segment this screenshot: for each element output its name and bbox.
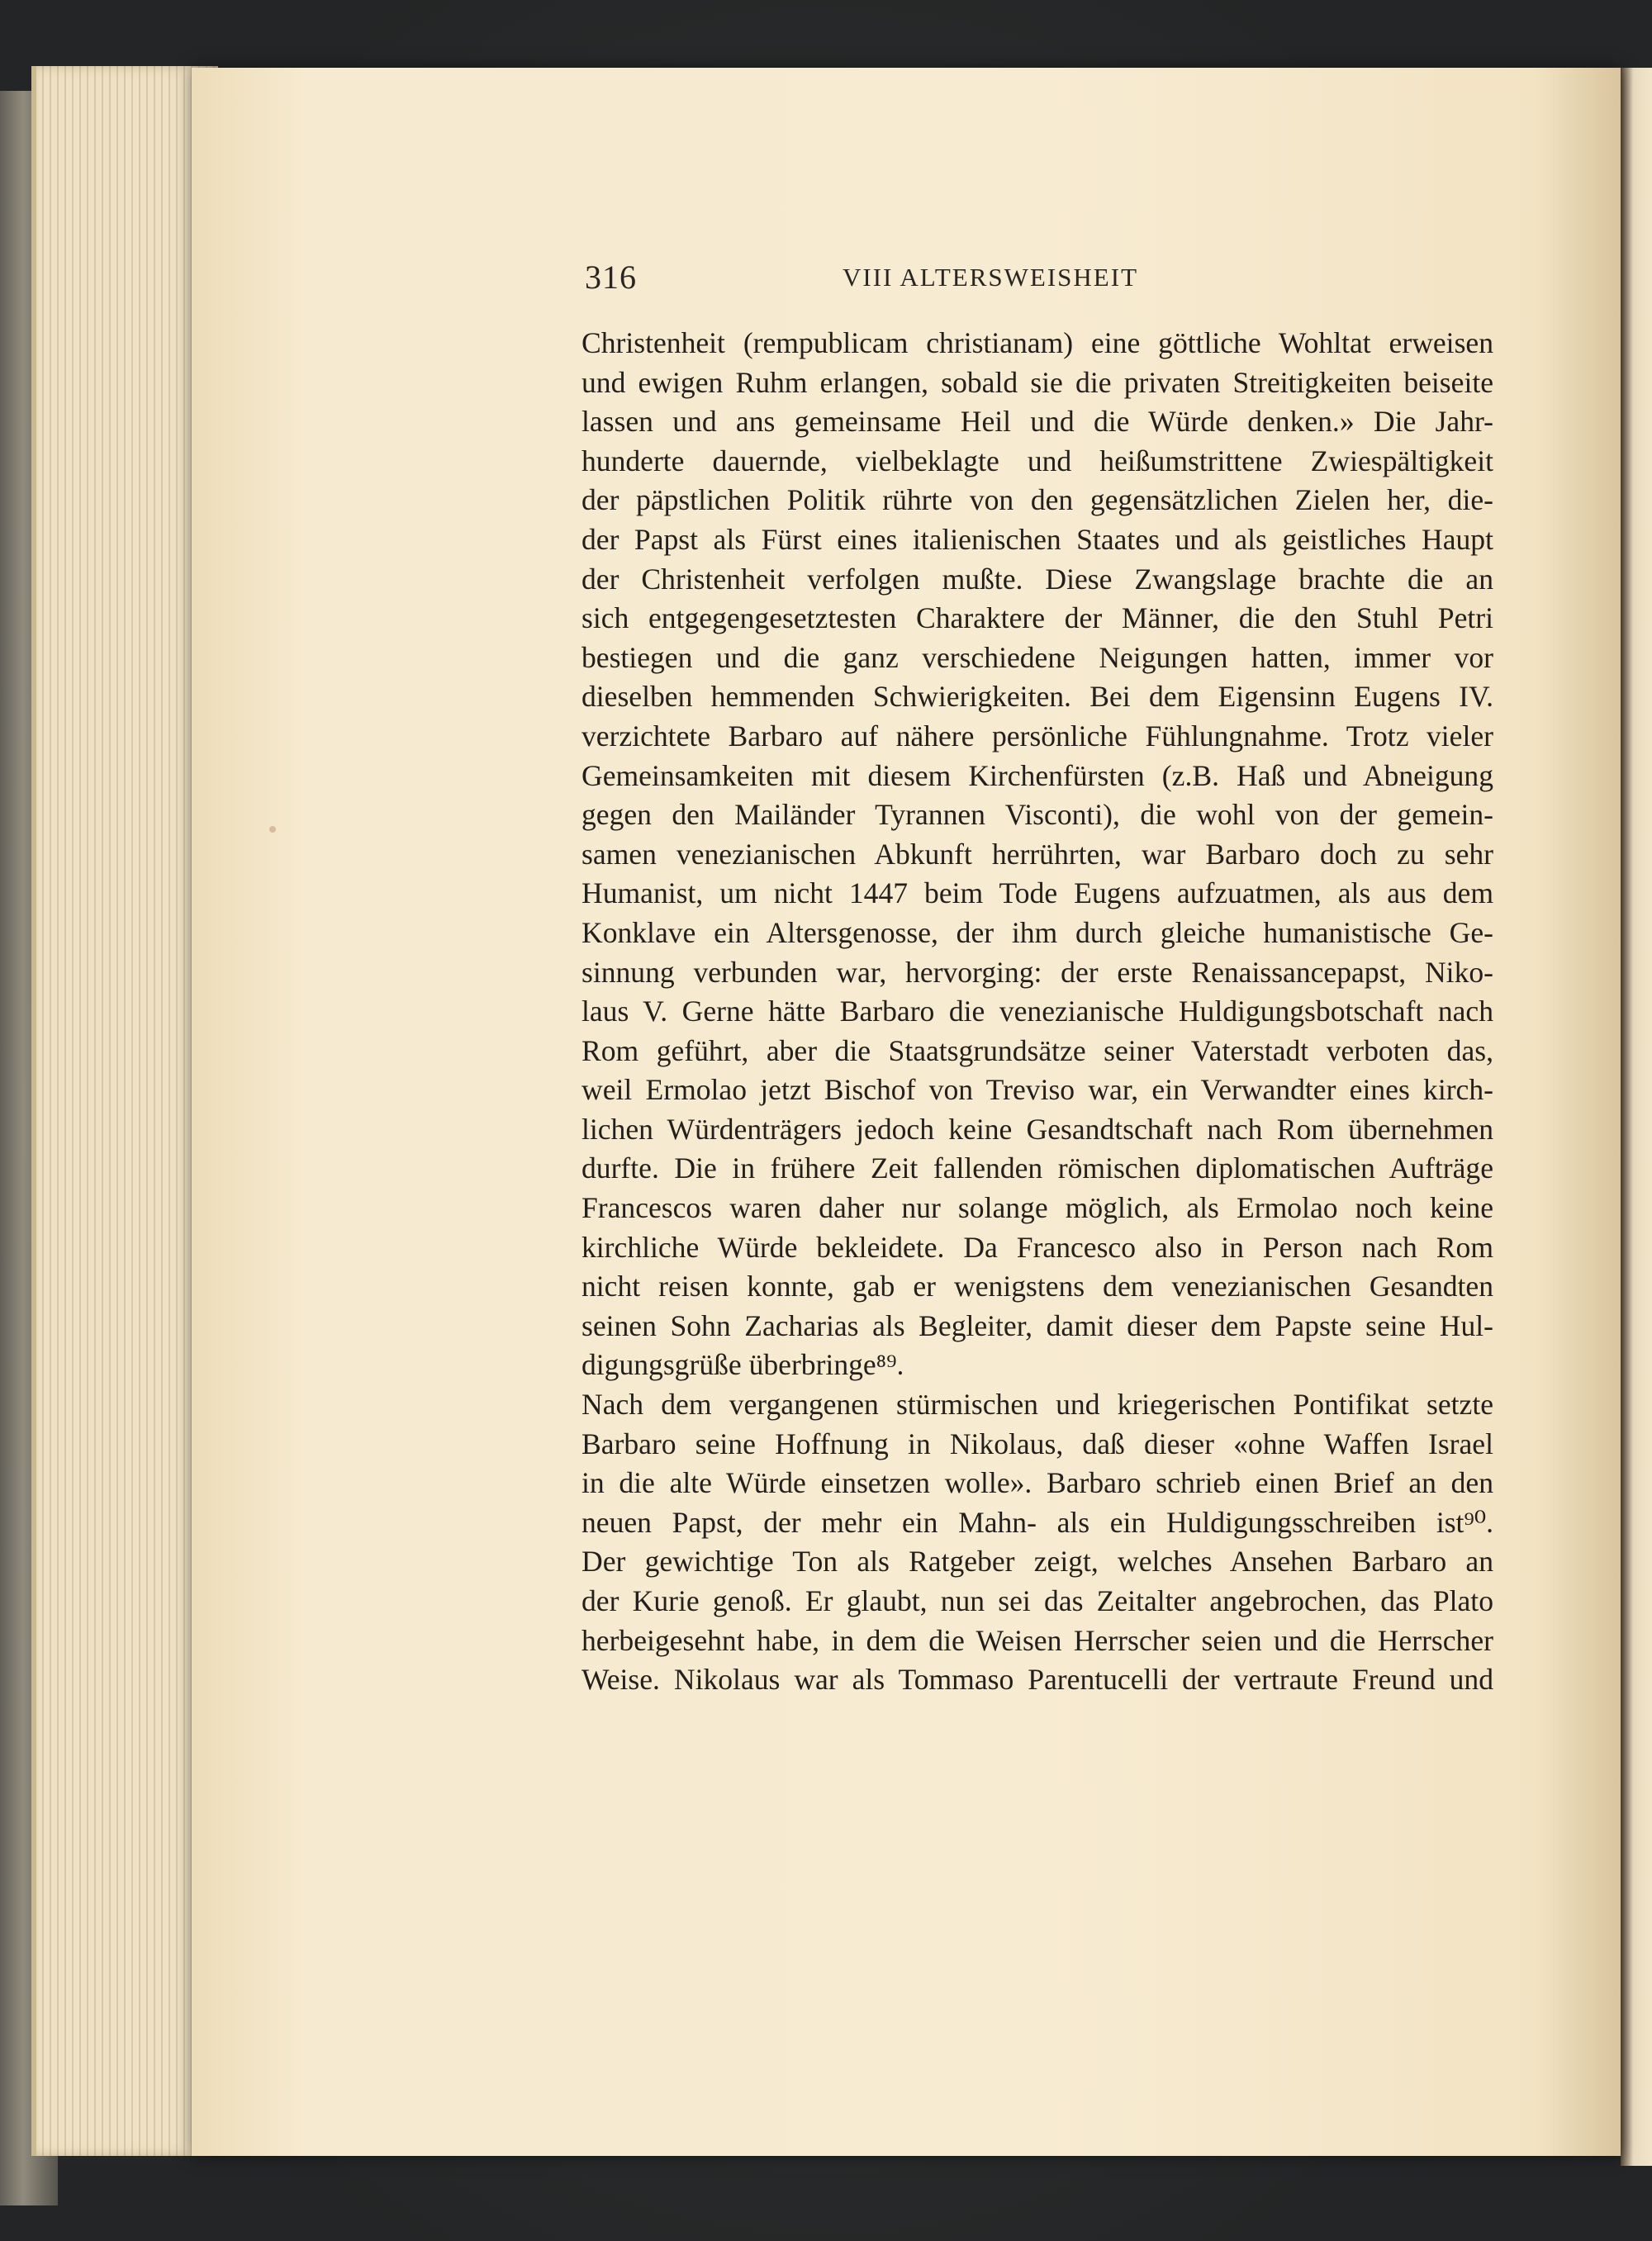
running-head: VIII ALTERSWEISHEIT xyxy=(843,263,1139,292)
text-line: samen venezianischen Abkunft herrührten, war Barbaro doch zu sehr xyxy=(582,837,1493,871)
text-line: der Christenheit verfolgen mußte. Diese Zwangslage brachte die an xyxy=(582,562,1493,596)
text-line: sich entgegengesetztesten Charaktere der Männer, die den Stuhl Petri xyxy=(582,601,1493,635)
text-line: Barbaro seine Hoffnung in Nikolaus, daß dieser «ohne Waffen Israel xyxy=(582,1427,1493,1460)
text-line: bestiegen und die ganz verschiedene Neigungen hatten, immer vor xyxy=(582,640,1493,674)
text-line: durfte. Die in frühere Zeit fallenden römischen diplomatischen Aufträge xyxy=(582,1151,1493,1185)
text-line: Rom geführt, aber die Staatsgrundsätze seiner Vaterstadt verboten das, xyxy=(582,1033,1493,1067)
text-line: der päpstlichen Politik rührte von den gegensätzlichen Zielen her, die- xyxy=(582,483,1493,517)
text-line: in die alte Würde einsetzen wolle». Barbaro schrieb einen Brief an den xyxy=(582,1466,1493,1500)
text-line: lichen Würdenträgers jedoch keine Gesandtschaft nach Rom übernehmen xyxy=(582,1112,1493,1146)
text-line: laus V. Gerne hätte Barbaro die venezianische Huldigungsbotschaft nach xyxy=(582,995,1493,1028)
text-line: digungsgrüße überbringe⁸⁹. xyxy=(582,1348,904,1382)
text-line: dieselben hemmenden Schwierigkeiten. Bei dem Eigensinn Eugens IV. xyxy=(582,680,1493,714)
page-edges xyxy=(31,66,218,2156)
page-number: 316 xyxy=(585,259,637,296)
text-line: gegen den Mailänder Tyrannen Visconti), die wohl von der gemein- xyxy=(582,798,1493,832)
text-line: hunderte dauernde, vielbeklagte und heißumstrittene Zwiespältigkeit xyxy=(582,444,1493,477)
text-line: neuen Papst, der mehr ein Mahn- als ein Huldigungsschreiben ist⁹⁰. xyxy=(582,1505,1493,1539)
text-line: und ewigen Ruhm erlangen, sobald sie die privaten Streitigkeiten beiseite xyxy=(582,365,1493,399)
text-line: Weise. Nikolaus war als Tommaso Parentucelli der vertraute Freund und xyxy=(582,1663,1493,1697)
text-line: herbeigesehnt habe, in dem die Weisen Herrscher seien und die Herrscher xyxy=(582,1623,1493,1657)
text-line: der Kurie genoß. Er glaubt, nun sei das Zeitalter angebrochen, das Plato xyxy=(582,1584,1493,1617)
text-line: Konklave ein Altersgenosse, der ihm durch gleiche humanistische Ge- xyxy=(582,915,1493,949)
paper-spot xyxy=(269,826,276,833)
text-line: lassen und ans gemeinsame Heil und die Würde denken.» Die Jahr- xyxy=(582,405,1493,439)
text-line: verzichtete Barbaro auf nähere persönliche Fühlungnahme. Trotz vieler xyxy=(582,719,1493,753)
text-line: nicht reisen konnte, gab er wenigstens dem venezianischen Gesandten xyxy=(582,1270,1493,1303)
text-line: kirchliche Würde bekleidete. Da Francesco also in Person nach Rom xyxy=(582,1230,1493,1264)
next-page-edge xyxy=(1621,68,1652,2166)
text-line: weil Ermolao jetzt Bischof von Treviso war, ein Verwandter eines kirch- xyxy=(582,1073,1493,1107)
text-line: Christenheit (rempublicam christianam) eine göttliche Wohltat erweisen xyxy=(582,326,1493,359)
text-line: Der gewichtige Ton als Ratgeber zeigt, welches Ansehen Barbaro an xyxy=(582,1545,1493,1579)
text-line: Humanist, um nicht 1447 beim Tode Eugens aufzuatmen, als aus dem xyxy=(582,876,1493,910)
text-line: der Papst als Fürst eines italienischen Staates und als geistliches Haupt xyxy=(582,522,1493,556)
text-line: Nach dem vergangenen stürmischen und kriegerischen Pontifikat setzte xyxy=(582,1388,1493,1422)
text-line: seinen Sohn Zacharias als Begleiter, damit dieser dem Papste seine Hul- xyxy=(582,1308,1493,1342)
text-line: Gemeinsamkeiten mit diesem Kirchenfürsten (z.B. Haß und Abneigung xyxy=(582,758,1493,792)
text-line: sinnung verbunden war, hervorging: der erste Renaissancepapst, Niko- xyxy=(582,955,1493,989)
text-line: Francescos waren daher nur solange möglich, als Ermolao noch keine xyxy=(582,1191,1493,1225)
body-text xyxy=(582,324,1493,1700)
page-header xyxy=(585,258,1493,307)
